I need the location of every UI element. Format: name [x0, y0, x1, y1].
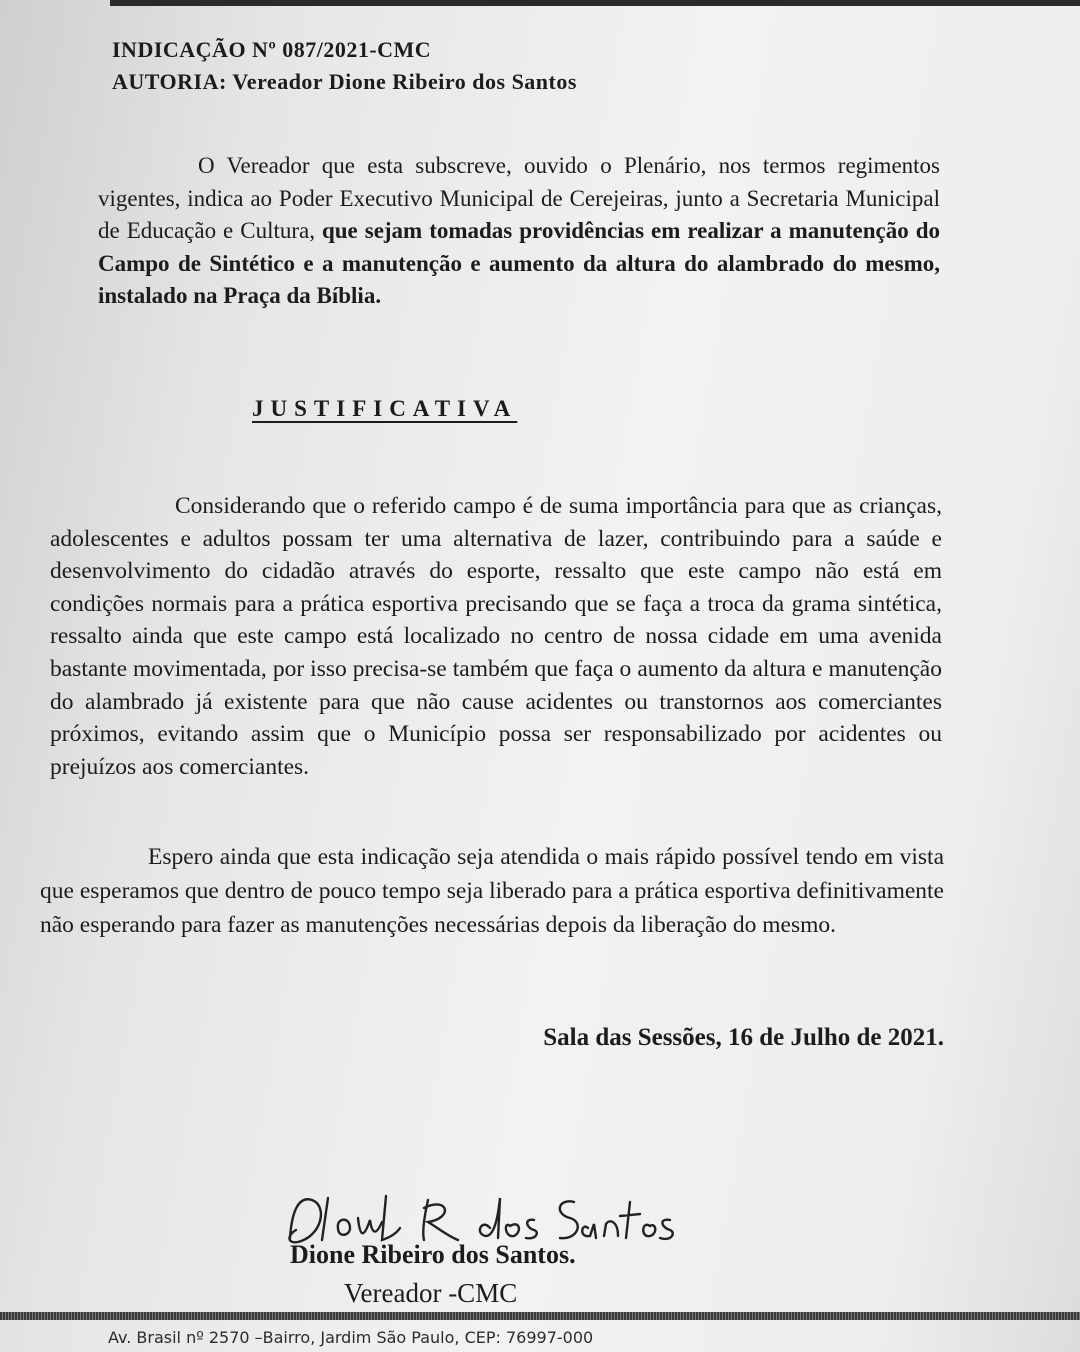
signatory-role: Vereador -CMC — [344, 1278, 518, 1308]
intro-bold-text: que sejam tomadas providências em realizar a manutenção do Campo de Sintético e a manutenção e aumento da altura do alambrado do mesmo, instalado na Praça da Bíblia. — [98, 218, 940, 308]
justification-title: JUSTIFICATIVA — [252, 396, 518, 421]
document-header — [112, 34, 577, 98]
signatory-name: Dione Ribeiro dos Santos. — [290, 1240, 576, 1269]
indication-number: INDICAÇÃO Nº 087/2021-CMC — [112, 37, 432, 62]
authorship: AUTORIA: Vereador Dione Ribeiro dos Santos — [112, 69, 577, 94]
intro-paragraph — [98, 150, 940, 313]
top-rule — [110, 0, 1080, 6]
footer-address: Av. Brasil nº 2570 –Bairro, Jardim São Paulo, CEP: 76997-000 — [108, 1328, 594, 1347]
intro-text: O Vereador que esta subscreve, ouvido o Plenário, nos termos regimentos vigentes, indica ao Poder Executivo Municipal de Cerejeiras, junto a Secretaria Municipal de Educação e Cultura, — [98, 153, 940, 243]
justification-paragraph-1 — [50, 490, 942, 783]
bottom-rule — [0, 1312, 1080, 1320]
justification-text-2: Espero ainda que esta indicação seja atendida o mais rápido possível tendo em vista que esperamos que dentro de pouco tempo seja liberado para a prática esportiva definitivamente não esperando para fazer as manutenções necessárias depois da liberação do mesmo. — [40, 844, 944, 938]
closing-date: Sala das Sessões, 16 de Julho de 2021. — [543, 1024, 944, 1051]
justification-text-1: Considerando que o referido campo é de suma importância para que as crianças, adolescentes e adultos possam ter uma alternativa de lazer, contribuindo para a saúde e desenvolvimento do cidadão através do esporte, ressalto que este campo não está em condições normais para a prática esportiva precisando que se faça a troca da grama sintética, ressalto ainda que este campo está localizado no centro de nossa cidade em uma avenida bastante movimentada, por isso precisa-se também que faça o aumento da altura e manutenção do alambrado já existente para que não cause acidentes ou transtornos aos comerciantes próximos, evitando assim que o Município possa ser responsabilizado por acidentes ou prejuízos aos comerciantes. — [50, 493, 942, 780]
justification-paragraph-2 — [40, 840, 944, 942]
